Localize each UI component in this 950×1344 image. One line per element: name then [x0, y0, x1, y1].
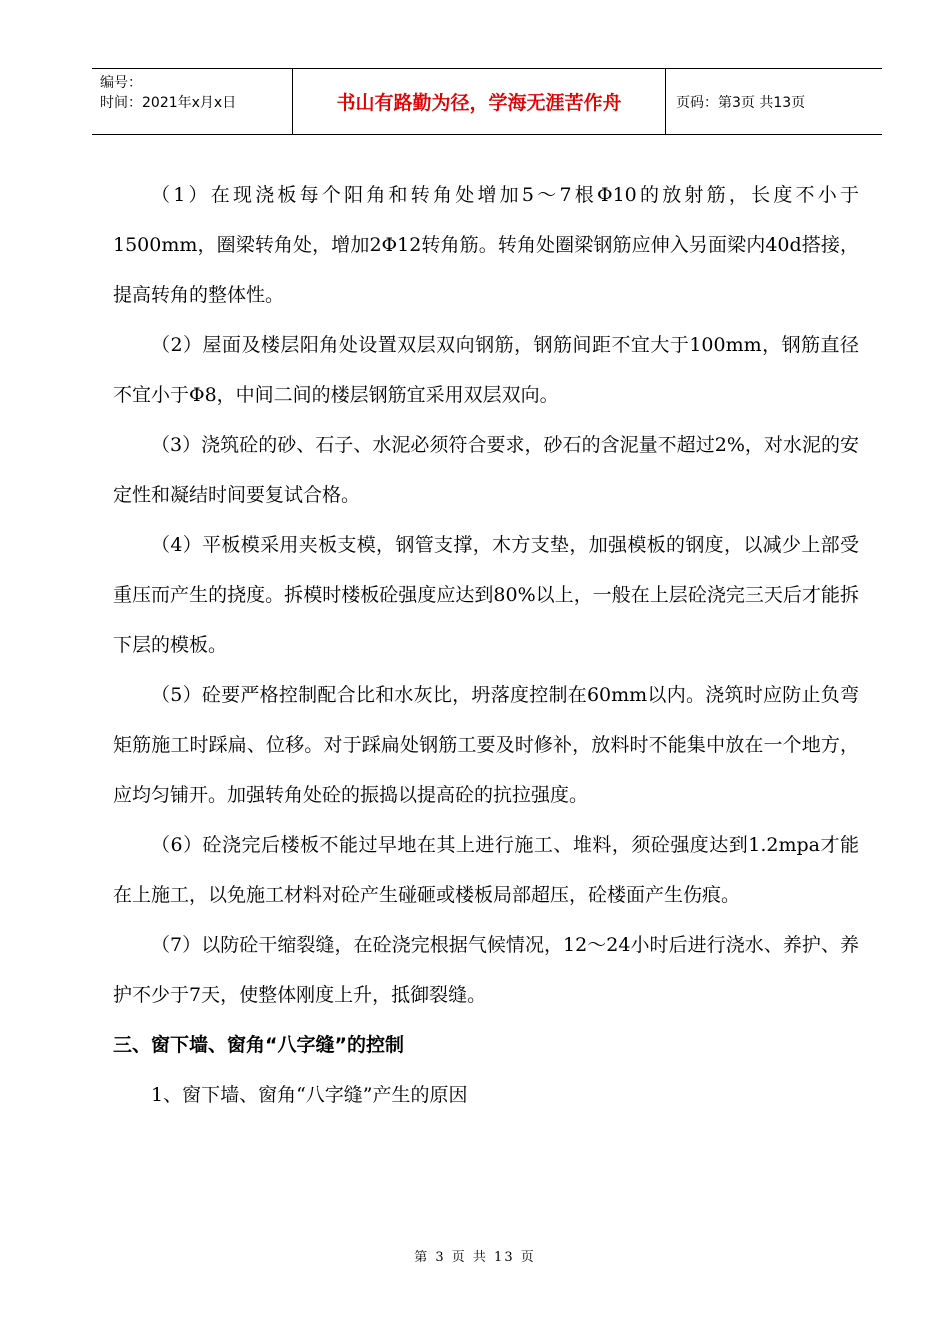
- paragraph-4: （4）平板模采用夹板支模，钢管支撑，木方支垫，加强模板的钢度，以减少上部受重压而产生的挠度。拆模时楼板砼强度应达到80%以上，一般在上层砼浇完三天后才能拆下层的模板。: [113, 534, 859, 656]
- paragraph-1: （1）在现浇板每个阳角和转角处增加5～7根Φ10的放射筋，长度不小于1500mm，圈梁转角处，增加2Φ12转角筋。转角处圈梁钢筋应伸入另面梁内40d搭接，提高转角的整体性。: [113, 184, 859, 306]
- document-time-label: 时间：2021年x月x日: [100, 95, 237, 111]
- header-meta-cell: [92, 69, 293, 134]
- paragraph-2: （2）屋面及楼层阳角处设置双层双向钢筋，钢筋间距不宜大于100mm，钢筋直径不宜小于Φ8，中间二间的楼层钢筋宜采用双层双向。: [113, 334, 859, 406]
- paragraph-7: （7）以防砼干缩裂缝，在砼浇完根据气候情况，12～24小时后进行浇水、养护、养护不少于7天，使整体刚度上升，抵御裂缝。: [113, 934, 859, 1006]
- page-footer: 第 3 页 共 13 页: [414, 1250, 536, 1265]
- header-page-info: 页码：第3页 共13页: [676, 94, 806, 111]
- header-motto: 书山有路勤为径，学海无涯苦作舟: [293, 69, 666, 134]
- section-heading: 三、窗下墙、窗角“八字缝”的控制: [113, 1034, 404, 1056]
- sub-heading: 1、窗下墙、窗角“八字缝”产生的原因: [151, 1084, 468, 1106]
- paragraph-5: （5）砼要严格控制配合比和水灰比，坍落度控制在60mm以内。浇筑时应防止负弯矩筋施工时踩扁、位移。对于踩扁处钢筋工要及时修补，放料时不能集中放在一个地方，应均匀铺开。加强转角处砼的振捣以提高砼的抗拉强度。: [113, 684, 859, 806]
- paragraph-6: （6）砼浇完后楼板不能过早地在其上进行施工、堆料，须砼强度达到1.2mpa才能在上施工，以免施工材料对砼产生碰砸或楼板局部超压，砼楼面产生伤痕。: [113, 834, 859, 906]
- document-number-label: 编号：: [100, 75, 142, 91]
- paragraph-3: （3）浇筑砼的砂、石子、水泥必须符合要求，砂石的含泥量不超过2%，对水泥的安定性和凝结时间要复试合格。: [113, 434, 859, 506]
- document-body: [113, 170, 859, 1120]
- page-header: [92, 68, 882, 135]
